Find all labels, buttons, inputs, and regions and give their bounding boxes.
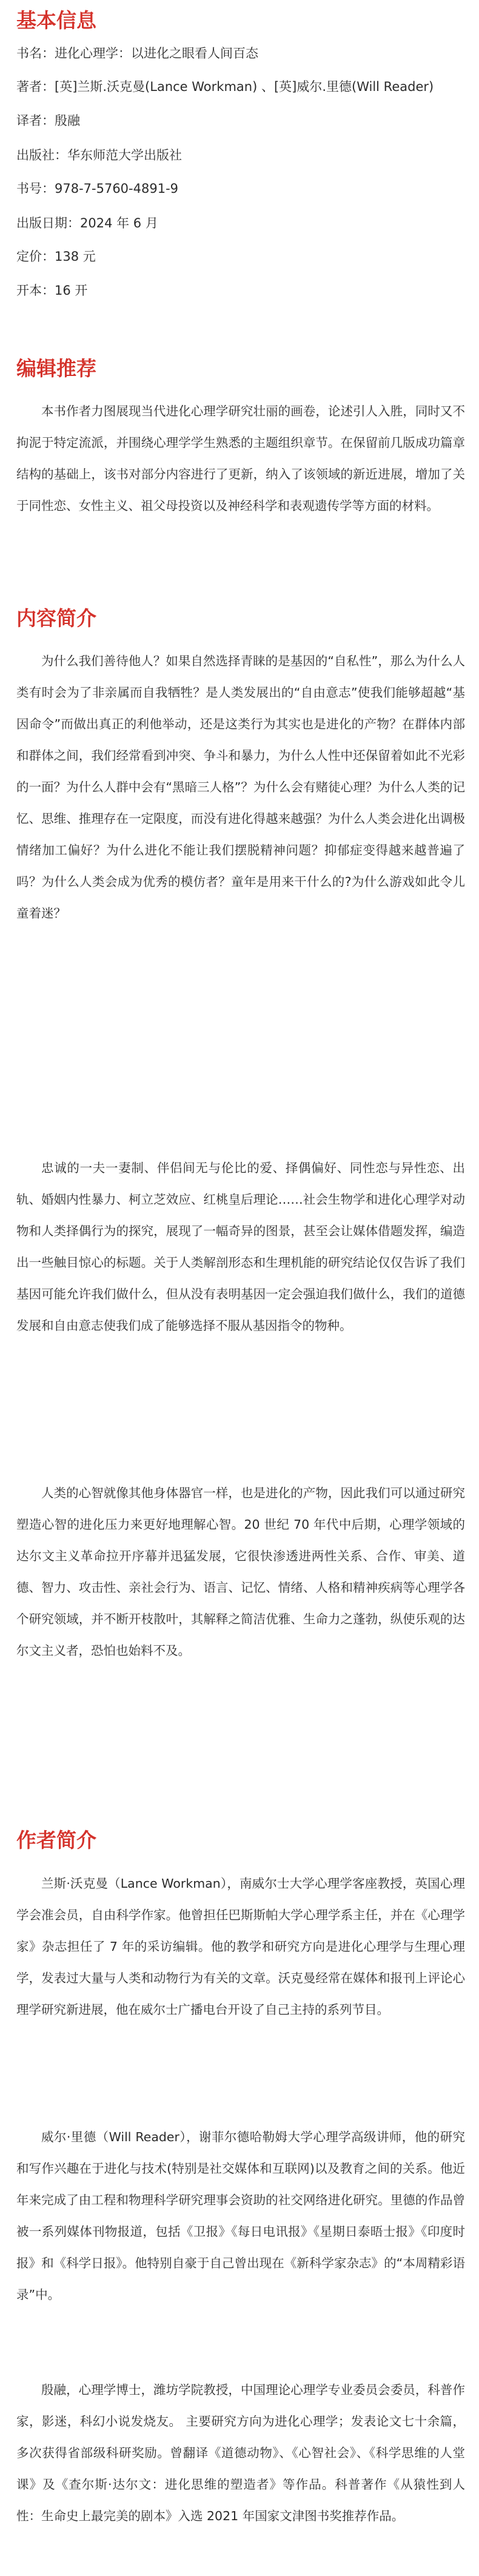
translator-bio-paragraph: 殷融，心理学博士，潍坊学院教授，中国理论心理学专业委员会委员，科普作家，影迷，科幻小说发烧友。 主要研究方向为进化心理学；发表论文七十余篇，多次获得省部级科研奖励。曾翻译《道德动物》、《心智社会》、《科学思维的人堂课》及《查尔斯·达尔文：进化思维的塑造者》等作品。科普著作《从猿性到人性：生命史上最完美的剧本》入选 2021 年国家文津图书奖推荐作品。 xyxy=(16,2383,465,2523)
price-line: 定价：138 元 xyxy=(16,249,96,264)
isbn-line: 书号：978-7-5760-4891-9 xyxy=(16,181,179,196)
author-bio-paragraph: 威尔·里德（Will Reader），谢菲尔德哈勒姆大学心理学高级讲师，他的研究和写作兴趣在于进化与技术(特别是社交媒体和互联网)以及教育之间的关系。他近年来完成了由工程和物理科学研究理事会资助的社交网络进化研究。里德的作品曾被一系列媒体刊物报道，包括《卫报》《每日电讯报》《星期日泰晤士报》《印度时报》和《科学日报》。他特别自豪于自己曾出现在《新科学家杂志》的“本周精彩语录”中。 xyxy=(16,2130,465,2302)
editor-recommendation-paragraph: 本书作者力图展现当代进化心理学研究壮丽的画卷，论述引人入胜，同时又不拘泥于特定流派，并围绕心理学学生熟悉的主题组织章节。在保留前几版成功篇章结构的基础上，该书对部分内容进行了更新，纳入了该领域的新近进展，增加了关于同性恋、女性主义、祖父母投资以及神经科学和表观遗传学等方面的材料。 xyxy=(16,404,465,513)
book-title-line: 书名：进化心理学：以进化之眼看人间百态 xyxy=(16,46,258,61)
publisher-line: 出版社：华东师范大学出版社 xyxy=(16,148,182,163)
author-bio-paragraph: 兰斯·沃克曼（Lance Workman），南威尔士大学心理学客座教授，英国心理学会准会员，自由科学作家。他曾担任巴斯斯帕大学心理学系主任，并在《心理学家》杂志担任了 7 年的采访编辑。他的教学和研究方向是进化心理学与生理心理学，发表过大量与人类和动物行为有关的文章。沃克曼经常在媒体和报刊上评论心理学研究新进展，他在威尔士广播电台开设了自己主持的系列节目。 xyxy=(16,1876,465,2017)
translator-line: 译者：殷融 xyxy=(16,113,80,128)
content-intro-paragraph: 为什么我们善待他人？如果自然选择青睐的是基因的“自私性”，那么为什么人类有时会为了非亲属而自我牺牲？是人类发展出的“自由意志”使我们能够超越“基因命令”而做出真正的利他举动，还是这类行为其实也是进化的产物？在群体内部和群体之间，我们经常看到冲突、争斗和暴力，为什么人性中还保留着如此不光彩的一面？为什么人群中会有“黑暗三人格”？为什么会有赌徒心理？为什么人类的记忆、思维、推理存在一定限度，而没有进化得越来越强？为什么人类会进化出调极情绪加工偏好？为什么进化不能让我们摆脱精神问题？抑郁症变得越来越普遍了吗？为什么人类会成为优秀的模仿者？童年是用来干什么的?为什么游戏如此令儿童着迷？ xyxy=(16,654,465,921)
author-intro-heading: 作者简介 xyxy=(16,1828,96,1852)
editor-recommendation-heading: 编辑推荐 xyxy=(16,357,96,380)
format-line: 开本：16 开 xyxy=(16,283,88,298)
content-intro-heading: 内容简介 xyxy=(16,606,96,630)
content-intro-paragraph: 忠诚的一夫一妻制、伴侣间无与伦比的爱、择偶偏好、同性恋与异性恋、出轨、婚姻内性暴力、柯立芝效应、红桃皇后理论……社会生物学和进化心理学对动物和人类择偶行为的探究，展现了一幅奇异的图景，甚至会让媒体借题发挥，编造出一些触目惊心的标题。关于人类解剖形态和生理机能的研究结论仅仅告诉了我们基因可能允许我们做什么，但从没有表明基因一定会强迫我们做什么，我们的道德发展和自由意志使我们成了能够选择不服从基因指令的物种。 xyxy=(16,1161,465,1333)
publish-date-line: 出版日期：2024 年 6 月 xyxy=(16,216,158,230)
content-intro-paragraph: 人类的心智就像其他身体器官一样，也是进化的产物，因此我们可以通过研究塑造心智的进化压力来更好地理解心智。20 世纪 70 年代中后期，心理学领域的达尔文主义革命拉开序幕并迅猛发展，它很快渗透进两性关系、合作、审美、道德、智力、攻击性、亲社会行为、语言、记忆、情绪、人格和精神疾病等心理学各个研究领域，并不断开枝散叶，其解释之简洁优雅、生命力之蓬勃，纵使乐观的达尔文主义者，恐怕也始料不及。 xyxy=(16,1486,465,1658)
basic-info-heading: 基本信息 xyxy=(16,8,96,32)
authors-line: 著者：[英]兰斯.沃克曼(Lance Workman) 、[英]威尔.里德(Will Reader) xyxy=(16,79,434,94)
